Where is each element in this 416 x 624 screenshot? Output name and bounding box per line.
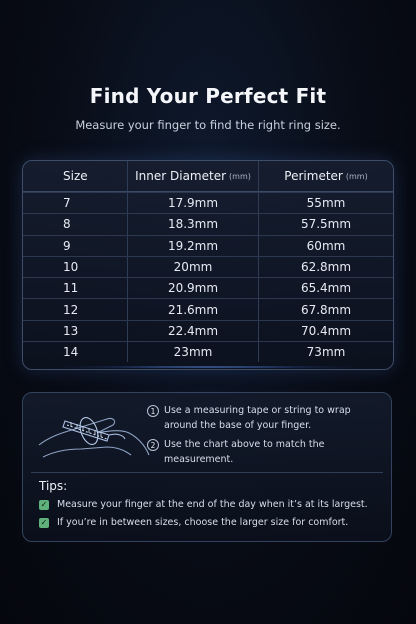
table-row [23, 235, 393, 256]
diameter-cell: 21.6mm [127, 299, 259, 319]
size-cell: 12 [63, 302, 79, 317]
header-perimeter-unit: (mm) [345, 171, 368, 181]
guide-divider [31, 472, 383, 473]
table-row [23, 192, 393, 213]
hand-measuring-tape-icon [37, 399, 157, 475]
size-cell: 9 [63, 238, 71, 253]
diameter-cell: 20.9mm [127, 278, 259, 298]
step-2 [147, 437, 364, 467]
header-size: Size [63, 169, 88, 183]
perimeter-cell: 73mm [306, 345, 346, 360]
step-2-text: Use the chart above to match the measurement. [164, 439, 325, 465]
glow-divider [60, 366, 356, 368]
step-1 [147, 403, 364, 433]
perimeter-cell: 65.4mm [300, 281, 352, 296]
measurement-guide-panel [22, 392, 392, 542]
check-icon: ✓ [40, 500, 48, 509]
size-cell: 7 [63, 196, 71, 211]
size-cell: 14 [63, 345, 79, 360]
table-row [23, 298, 393, 319]
diameter-cell: 23mm [127, 342, 259, 362]
header-perimeter [259, 161, 393, 191]
header-inner-diameter-unit: (mm) [229, 171, 251, 181]
size-cell: 10 [63, 260, 79, 275]
step-2-number: 2 [147, 439, 159, 451]
perimeter-cell: 62.8mm [300, 260, 352, 275]
diameter-cell: 17.9mm [127, 193, 259, 213]
tip-text: If you’re in between sizes, choose the larger size for comfort. [57, 517, 349, 528]
page-title: Find Your Perfect Fit [89, 84, 327, 108]
perimeter-cell: 67.8mm [300, 302, 352, 317]
perimeter-cell: 70.4mm [300, 323, 352, 338]
perimeter-cell: 55mm [306, 196, 346, 211]
table-row [23, 277, 393, 298]
table-row [23, 256, 393, 277]
size-cell: 13 [63, 323, 79, 338]
tip-item [39, 517, 348, 528]
size-table [22, 160, 394, 370]
table-row [23, 213, 393, 234]
size-cell: 11 [63, 281, 79, 296]
diameter-cell: 18.3mm [127, 214, 259, 234]
header-inner-diameter [127, 161, 259, 191]
check-icon: ✓ [40, 518, 48, 527]
header-perimeter-label: Perimeter [284, 169, 343, 183]
header-inner-diameter-label: Inner Diameter [135, 169, 227, 183]
tips-title: Tips: [39, 479, 68, 493]
step-1-text: Use a measuring tape or string to wrap around the base of your finger. [164, 405, 351, 431]
page-subtitle: Measure your finger to find the right ring size. [75, 118, 341, 132]
diameter-cell: 19.2mm [127, 236, 259, 256]
diameter-cell: 20mm [127, 257, 259, 277]
tip-text: Measure your finger at the end of the day when it’s at its largest. [57, 499, 368, 510]
perimeter-cell: 57.5mm [300, 217, 352, 232]
table-row [23, 320, 393, 341]
step-1-number: 1 [147, 405, 159, 417]
table-header-row [23, 161, 393, 192]
perimeter-cell: 60mm [306, 238, 346, 253]
table-row [23, 341, 393, 362]
tip-item [39, 499, 368, 510]
diameter-cell: 22.4mm [127, 321, 259, 341]
size-cell: 8 [63, 217, 71, 232]
